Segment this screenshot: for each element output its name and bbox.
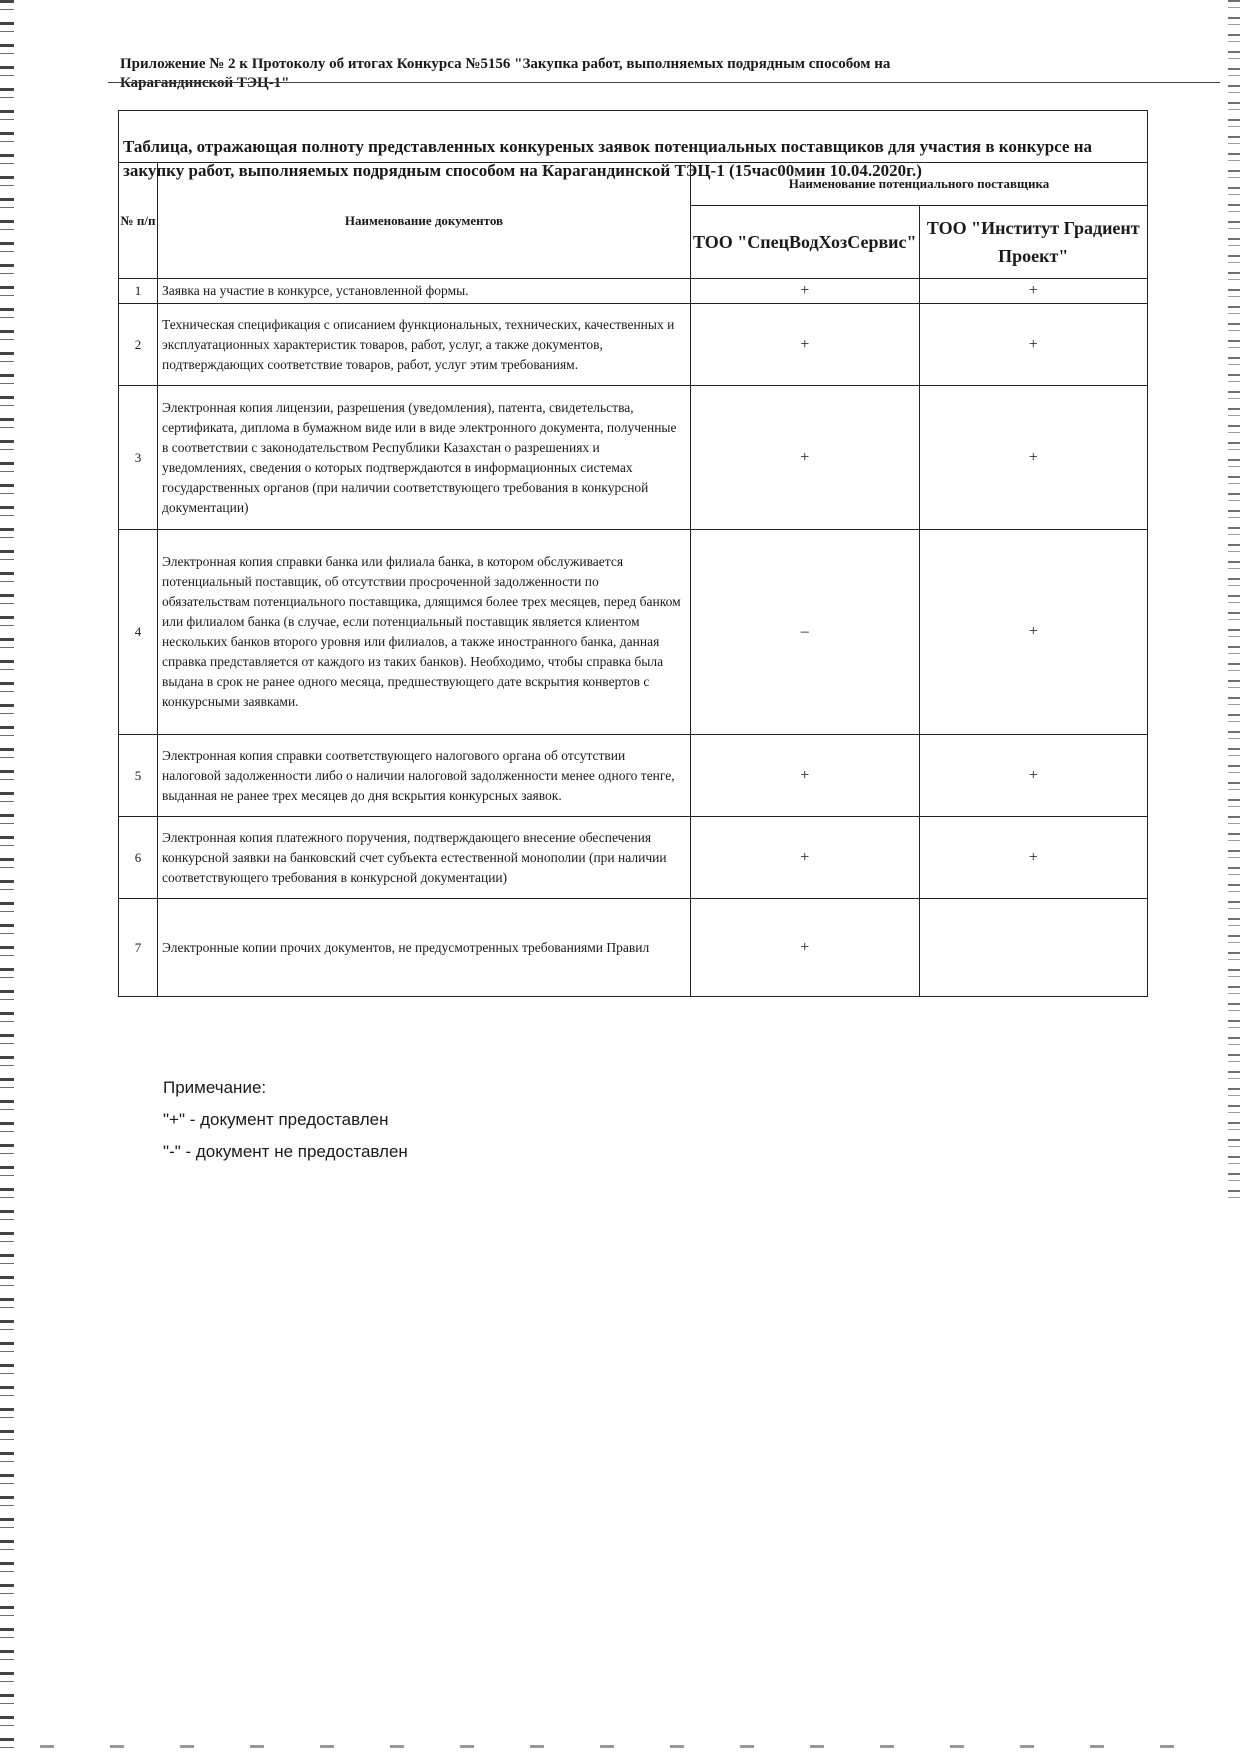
header-number: № п/п: [119, 163, 158, 279]
table-row: [119, 817, 1148, 899]
row-mark-supplier-2: +: [919, 735, 1148, 817]
table-row: [119, 735, 1148, 817]
row-mark-supplier-1: +: [691, 817, 920, 899]
notes-plus-legend: "+" - документ предоставлен: [163, 1110, 389, 1129]
row-mark-supplier-1: +: [691, 304, 920, 386]
row-mark-supplier-2: [919, 899, 1148, 997]
row-mark-supplier-1: +: [691, 735, 920, 817]
row-document: Электронная копия справки банка или филиала банка, в котором обслуживается потенциальный поставщик, об отсутствии просроченной задолженности по обязательствам потенциального поставщика, длящимся более трех месяцев, перед банком или филиалом банка (в случае, если потенциальный поставщик является клиентом нескольких банков второго уровня или филиалов, а также иностранного банка, данная справка представляется от каждого из таких банков). Необходимо, чтобы справка была выдана в срок не ранее одного месяца, предшествующего дате вскрытия конвертов с конкурсными заявками.: [158, 530, 691, 735]
row-mark-supplier-1: +: [691, 899, 920, 997]
row-mark-supplier-2: +: [919, 279, 1148, 304]
attachment-line-2: Карагандинской ТЭЦ-1": [120, 75, 290, 91]
document-table-frame: [118, 110, 1148, 1050]
row-document: Электронная копия платежного поручения, подтверждающего внесение обеспечения конкурсной заявки на банковский счет субъекта естественной монополии (при наличии соответствующего требования в конкурсной документации): [158, 817, 691, 899]
header-rule: [108, 82, 1220, 83]
row-document: Электронная копия справки соответствующего налогового органа об отсутствии налоговой задолженности либо о наличии налоговой задолженности менее одного тенге, выданная не ранее трех месяцев до дня вскрытия конкурсных заявок.: [158, 735, 691, 817]
header-supplier-2: ТОО "Институт Градиент Проект": [919, 206, 1148, 279]
row-mark-supplier-1: +: [691, 279, 920, 304]
notes-minus-legend: "-" - документ не предоставлен: [163, 1142, 408, 1161]
row-number: 7: [119, 899, 158, 997]
table-row: [119, 304, 1148, 386]
row-number: 6: [119, 817, 158, 899]
table-title: Таблица, отражающая полноту представленных конкуреных заявок потенциальных поставщиков для участия в конкурсе на закупку работ, выполняемых подрядным способом на Карагандинской ТЭЦ-1 (15час00мин 10.04.2020г.): [118, 110, 1148, 162]
row-mark-supplier-2: +: [919, 530, 1148, 735]
attachment-header: [120, 55, 1080, 93]
table-row: [119, 279, 1148, 304]
scan-edge-bottom: [40, 1745, 1200, 1748]
row-number: 2: [119, 304, 158, 386]
table-row: [119, 899, 1148, 997]
notes-title: Примечание:: [163, 1078, 267, 1097]
table-row: [119, 386, 1148, 530]
row-mark-supplier-1: –: [691, 530, 920, 735]
row-document: Электронная копия лицензии, разрешения (уведомления), патента, свидетельства, сертификата, диплома в бумажном виде или в виде электронного документа, полученные в соответствии с законодательством Республики Казахстан о разрешениях и уведомлениях, сведения о которых подтверждаются в информационных системах государственных органов (при наличии соответствующего требования в конкурсной документации): [158, 386, 691, 530]
header-supplier-group: Наименование потенциального поставщика: [691, 163, 1148, 206]
table-row: [119, 530, 1148, 735]
notes-section: [163, 1072, 408, 1168]
scan-edge-right: [1228, 0, 1240, 1200]
row-mark-supplier-2: +: [919, 386, 1148, 530]
completeness-table: [118, 162, 1148, 997]
attachment-line-1: Приложение № 2 к Протоколу об итогах Конкурса №5156 "Закупка работ, выполняемых подрядным способом на: [120, 56, 891, 72]
row-number: 3: [119, 386, 158, 530]
header-supplier-1: ТОО "СпецВодХозСервис": [691, 206, 920, 279]
row-number: 4: [119, 530, 158, 735]
row-number: 1: [119, 279, 158, 304]
row-mark-supplier-2: +: [919, 817, 1148, 899]
row-number: 5: [119, 735, 158, 817]
header-document: Наименование документов: [158, 163, 691, 279]
row-document: Электронные копии прочих документов, не предусмотренных требованиями Правил: [158, 899, 691, 997]
row-mark-supplier-1: +: [691, 386, 920, 530]
row-mark-supplier-2: +: [919, 304, 1148, 386]
row-document: Техническая спецификация с описанием функциональных, технических, качественных и эксплуатационных характеристик товаров, работ, услуг, а также документов, подтверждающих соответствие товаров, работ, услуг этим требованиям.: [158, 304, 691, 386]
row-document: Заявка на участие в конкурсе, установленной формы.: [158, 279, 691, 304]
scan-edge-left: [0, 0, 14, 1754]
